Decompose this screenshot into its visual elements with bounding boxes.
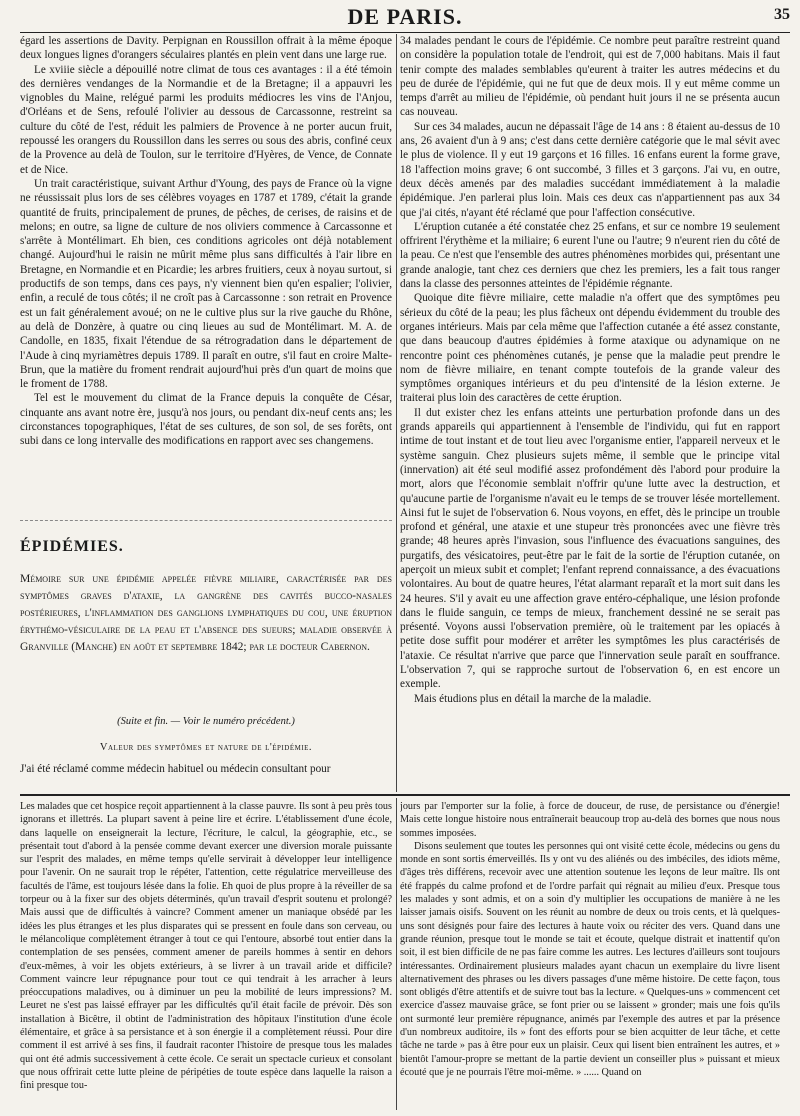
paragraph: Les malades que cet hospice reçoit appartiennent à la classe pauvre. Ils sont à peu près tous ignorans et illettrés. La plupart savent à peine lire et écrire. L'établissement d'une école, dans laquelle on enseignerait la lecture, l'écriture, le calcul, la géographie, etc., se présentait tout d'abord à la pensée comme devant exercer une diversion morale puissante sur l'esprit des malades, en même temps qu'elle servirait à développer leur intelligence pour l'avenir. On ne saurait trop le répéter, l'attention, cette régulatrice merveilleuse des facultés de l'âme, est toujours lésée dans la folie. Eh quoi de plus propre à la réveiller de sa torpeur ou à la fixer sur des objets déterminés, qu'un travail d'esprit soutenu et prolongé? Mais aussi que de difficultés à vaincre? Comment amener un maniaque obsédé par les idées les plus étranges et les plus disparates qui se pressent en foule dans son cerveau, ou le mélancolique complètement étranger à tout ce qui l'entoure, absorbé tout entier dans la contemplation de ses pensées, comment amener de pareils hommes à sentir en dehors d'eux-mêmes, à voir les objets extérieurs, à se livrer à un travail aride et difficile? Comment vaincre leur répugnance pour tout ce qui tendrait à les arracher à leurs préoccupations maladives, ou à diminuer un peu la mobilité de leurs impressions? M. Leuret ne s'est pas laissé effrayer par les difficultés qu'il était facile de prévoir. Dès son installation à Bicêtre, il obtint de l'administration des hôpitaux l'institution d'une école élémentaire, et grâce à sa persistance et à son énergie il a complètement réussi. Pour dire comment il est arrivé à ses fins, il faudrait raconter l'histoire de presque tous les malades qui ont été admis successivement à cette école. Ce serait un spectacle curieux et consolant que nous offrirait cette lutte pleine de péripéties de toute espèce dans laquelle la raison a fini presque tou- (20, 801, 392, 1092)
paragraph: Sur ces 34 malades, aucun ne dépassait l'âge de 14 ans : 8 étaient au-dessus de 10 ans, 26 avaient d'un à 9 ans; c'est dans cette dernière catégorie que le mal sévit avec le plus de violence. Il y eut 19 garçons et 16 filles. 16 enfans eurent la forme grave, 18 l'affection moins grave; 6 ont succombé, 3 filles et 3 garçons. J'ai vu, en outre, deux décès amenés par des maladies succédant immédiatement à la maladie épidémique. J'en parlerai plus loin. Mais ces deux cas n'appartiennent pas aux 34 que j'ai cités, n'ayant été réclamé que pour l'affection consécutive. (400, 120, 780, 219)
article-title: Mémoire sur une épidémie appelée fièvre miliaire, caractérisée par des symptômes graves d'ataxie, la gangrène des cavités bucco-nasales postérieures, l'inflammation des ganglions lymphatiques du cou, une éruption érythémo-vésiculaire de la peau et l'absence des sueurs; maladie observée à Granville (Manche) en août et septembre 1842; par le docteur Cabernon. (20, 572, 392, 653)
paragraph: Mais étudions plus en détail la marche de la maladie. (414, 692, 652, 705)
upper-left-column (20, 34, 392, 484)
lower-column-divider (396, 798, 397, 1110)
article-opening-line: J'ai été réclamé comme médecin habituel ou médecin consultant pour (20, 763, 331, 775)
paragraph: égard les assertions de Davity. Perpignan en Roussillon offrait à la même époque deux longues lignes d'orangers séculaires plantés en plein vent dans une large rue. (20, 35, 392, 62)
lower-right-column (400, 800, 780, 1110)
paragraph: Tel est le mouvement du climat de la France depuis la conquête de César, cinquante ans avant notre ère, jusqu'à nos jours, ou pendant dix-neuf cents ans; les circonstances topographiques, l'état de ses cultures, de son sol, de ses forêts, ont subi dans ce long intervalle des modifications en rapport avec ses changemens. (20, 392, 392, 448)
paragraph: 34 malades pendant le cours de l'épidémie. Ce nombre peut paraître restreint quand on considère la population totale de l'endroit, qui est de 7,000 habitans. Mais il faut tenir compte des malades semblables qu'eurent à traiter les autres médecins et du peu de durée de l'épidémie, qui ne fut que de deux mois. Il y eut même comme un temps d'arrêt au milieu de l'épidémie, où pendant huit jours il ne se présenta aucun cas nouveau. (400, 35, 780, 119)
running-title: DE PARIS. (347, 4, 463, 29)
header-rule (20, 32, 790, 33)
upper-right-column (400, 34, 780, 794)
paragraph: Il dut exister chez les enfans atteints une perturbation profonde dans un des grands appareils qui appartiennent à l'ensemble de l'individu, qui fut en rapport intime de tout instant et de tout lieu avec l'organisme entier, l'appareil nerveux et le système sanguin. Chez plusieurs sujets même, il semble que le principe vital (innervation) ait été seul modifié assez profondément dès l'abord pour produire la mort, alors que l'économie semblait n'offrir qu'une lutte avec la destruction, et qu'aucune partie de l'organisme n'avait eu le temps de se trouver lésée mortellement. Ainsi fut le sujet de l'observation 6. Nous voyons, en effet, dès le principe un trouble profond et général, une ataxie et une stupeur très prononcées avec une fièvre très grande; 48 heures après l'invasion, sous l'influence des évacuations sanguines, des purgatifs, des vésicatoires, peut-être par le fait de la sortie de l'éruption cutanée, on aperçoit un mieux subit et complet; l'enfant reprend connaissance, a des évacuations volontaires. Au bout de quatre heures, l'état alarmant reparaît et la mort suit dans les 24 heures. S'il y avait eu une affection grave entéro-céphalique, une lésion profonde dans le fluide sanguin, ce temps de mieux, franchement dessiné ne se serait pas présenté. Voyons aussi l'observation première, où le traitement par les opiacés à petite dose suffit pour modérer et arrêter les symptômes les plus caractérisés de l'ataxie. Ce résultat n'arrive que parce que l'innervation seule paraît en souffrance. L'observation 7, qui se rapproche surtout de l'observation 6, en est encore un exemple. (400, 406, 780, 691)
feuilleton-rule (20, 794, 790, 796)
section-heading: ÉPIDÉMIES. (20, 538, 124, 555)
page-header (20, 2, 790, 30)
paragraph: jours par l'emporter sur la folie, à force de douceur, de ruse, de persistance ou d'énergie! Mais cette longue histoire nous entraînerait beaucoup trop au-delà des bornes que nous nous sommes imposées. (400, 801, 780, 839)
page-number: 35 (774, 6, 790, 23)
paragraph: Le xviiie siècle a dépouillé notre climat de tous ces avantages : il a été témoin des dernières vendanges de la Normandie et de la Bretagne; il a appauvri les vignobles du Maine, relégué parmi les produits médiocres les vins de l'Anjou, d'Orléans et de Sens, refoulé l'olivier au dessous de Carcassonne, restreint sa culture du côté de l'est, réduit les palmiers de Provence à ne porter aucun fruit, repoussé les orangers du Roussillon dans les serres ou sous des abris, confiné ceux de la Provence au delà de Toulon, sur le territoire d'Hyères, de Vence, de Connate et de Nice. (20, 63, 392, 176)
continued-note: (Suite et fin. — Voir le numéro précédent.) (117, 716, 295, 727)
paragraph: L'éruption cutanée a été constatée chez 25 enfans, et sur ce nombre 19 seulement offrirent l'érythème et la miliaire; 6 eurent l'une ou l'autre; 9 n'eurent rien du côté de la peau. Ce n'est que l'ensemble des autres phénomènes morbides qui, présentant une grande analogie, tant chez ces derniers que chez les premiers, les a fait tous ranger dans la classe des personnes atteintes de l'épidémie régnante. (400, 220, 780, 291)
paragraph: Quoique dite fièvre miliaire, cette maladie n'a offert que des symptômes peu sérieux du côté de la peau; les plus fâcheux ont dépendu évidemment du trouble des organes intérieurs. Mais par cela même que l'affection cutanée a été assez constante, que dans beaucoup d'autres épidémies à forme ataxique ou adynamique on ne rencontre point ces phénomènes cutanés, je pense que la maladie peut prendre le nom de fièvre miliaire, en tenant compte toutefois de la grande valeur des symptômes organiques intérieurs et du peu d'intensité de la lésion externe. Je traiterai plus loin des caractères de cette éruption. (400, 292, 780, 405)
lower-left-column (20, 800, 392, 1110)
column-divider (396, 34, 397, 792)
section-divider (20, 520, 392, 521)
paragraph: Un trait caractéristique, suivant Arthur d'Young, des pays de France où la vigne ne réussissait plus lors de ses célèbres voyages en 1787 et 1789, c'était la grande quantité de fruits, principalement de prunes, de pêches, de cerises, de raisins et de melons; en outre, sa ligne de culture de nos oliviers commence à Carcassonne et s'arrête à Montélimart. Eh bien, ces conditions agricoles ont déjà notablement changé. Aujourd'hui le raisin ne mûrit même plus sans difficultés à l'air libre en Bretagne, en Normandie et en Picardie; les arbres fruitiers, ceux à noyau surtout, si productifs de son temps, dans ces pays, n'y viennent bien qu'en espalier; l'olivier, enfin, a reculé de tous côtés; il ne croît pas à Carcassonne : son retrait en Provence est un fait généralement avoué; on ne le cultive plus sur la rive gauche du Rhône, au delà de Donzère, à quatre ou cinq lieues au sud de Montélimart. M. A. de Candolle, en 1835, fixait l'étendue de sa rétrogradation dans le département de l'Aude à cinq myriamètres depuis 1789. Il paraît en outre, s'il faut en croire Malte-Brun, que la matière du froment rendrait aujourd'hui près d'un quart de moins que le froment de 1788. (20, 177, 392, 391)
subsection-title: Valeur des symptômes et nature de l'épidémie. (99, 742, 313, 753)
paragraph: Disons seulement que toutes les personnes qui ont visité cette école, médecins ou gens du monde en sont sortis émerveillés. Ils y ont vu des aliénés ou des imbéciles, des idiots même, d'âges très différens, recevoir avec une attention soutenue les leçons de leur maître. Ils ont été frappés du calme profond et de l'ordre parfait qui régnait au milieu d'eux. Presque tous les malades y sont admis, et on a soin d'y multiplier les occupations de manière à ne les laisser jamais oisifs. Souvent on les réunit au nombre de deux ou trois cents, et là quelques-uns sont désignés pour faire des lectures à haute voix ou réciter des vers. Quand dans une grande réunion, presque tout le monde se tait et écoute, quelque distrait et inattentif qu'on soit, il est bien difficile de ne pas faire comme les autres. Les lectures d'ailleurs sont toujours intéressantes. Ordinairement plusieurs malades ayant chacun un exemplaire du livre lisent alternativement des phrases ou les divers passages d'une même histoire. De cette façon, tous sont obligés d'être attentifs et de suivre tout bas la lecture. « Quelques-uns » commencent cet exercice d'assez mauvaise grâce, se font prier ou se laissent » gronder; mais une fois qu'ils ont surmonté leur première répugnance, animés par l'exemple des autres et par la présence d'un nombreux auditoire, ils » font des efforts pour se bien acquitter de leur tâche, et cette tâche ne tarde » pas à être pour eux un plaisir. Ceux qui lisent bien entraînent les autres, et » bientôt l'amour-propre se mettant de la partie devient un conseiller plus » puissant et mieux écouté que je ne pourrais l'être moi-même. » ...... Quand on (400, 840, 780, 1078)
